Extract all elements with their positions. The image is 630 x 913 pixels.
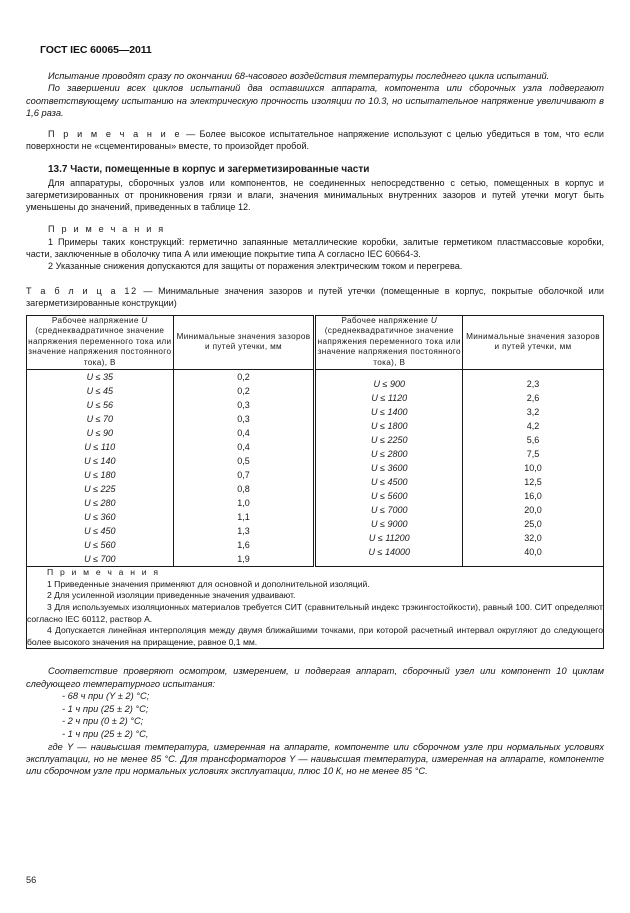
- table-cell-value: U ≤ 56: [86, 399, 114, 410]
- table-cell-value: U ≤ 110: [84, 441, 116, 452]
- table-cell-value: U ≤ 1120: [371, 392, 408, 403]
- table-cell-value: U ≤ 1800: [371, 420, 408, 431]
- table-cell-value: 12,5: [524, 476, 542, 487]
- table-cell-value: U ≤ 45: [86, 385, 114, 396]
- table-cell-value: 0,3: [237, 399, 250, 410]
- table-cell-value: U ≤ 35: [86, 371, 114, 382]
- tail-bullet-2: - 1 ч при (25 ± 2) °С;: [62, 703, 149, 714]
- section-notes: [26, 223, 604, 273]
- table-cell-value: U ≤ 360: [84, 512, 116, 523]
- table-cell-value: 3,2: [526, 406, 540, 417]
- table-cell-value: 0,8: [237, 484, 250, 494]
- section-paragraph: Для аппаратуры, сборочных узлов или компонентов, не соединенных непосредственно с сетью, помещенных в корпус и загерметизированных от проникновения грязи и влаги, значения минимальных внутренних зазоров и путей утечки могут быть уменьшены до значений, приведенных в таблице 12.: [26, 178, 604, 213]
- tail-bullet-3: - 2 ч при (0 ± 2) °С;: [62, 716, 144, 727]
- table-footnotes-row: [27, 567, 604, 649]
- table-footnote-3: 3 Для используемых изоляционных материалов требуется СИТ (сравнительный индекс трэкингостойкости), равный 100. СИТ определяют согласно IEC 60112, раствор А.: [27, 602, 603, 624]
- table-cell-value: U ≤ 3600: [371, 462, 408, 473]
- header-voltage-left-part2: (среднеквадратичное значение напряжения переменного тока или значение напряжения постоянного тока), В: [28, 326, 172, 368]
- table-head: [27, 315, 604, 369]
- table-cell-value: U ≤ 4500: [371, 476, 408, 487]
- page-number: 56: [26, 875, 37, 885]
- clearance-table: [26, 315, 604, 650]
- table-cell-value: U ≤ 90: [86, 427, 114, 438]
- table-cell-value: U ≤ 280: [84, 498, 116, 509]
- cell-values-right: [463, 369, 604, 567]
- table-caption-text: Минимальные значения зазоров и путей утечки (помещенные в корпус, покрытые оболочкой или загерметизированные конструкции): [26, 286, 605, 309]
- table-cell-value: 0,2: [237, 371, 250, 382]
- table-caption-lead: Т а б л и ц а 12: [26, 286, 138, 297]
- table-caption-dash: —: [137, 286, 159, 297]
- table-cell-value: U ≤ 7000: [371, 505, 408, 516]
- table-cell-value: 0,2: [237, 385, 250, 396]
- table-header-row: [27, 315, 604, 369]
- table-cell-value: U ≤ 1400: [371, 406, 408, 417]
- intro-note-text: Более высокое испытательное напряжение используют с целью убедиться в том, что если поверхности не «сцементированы» вместе, то произойдет пробой.: [26, 128, 604, 151]
- table-cell-value: 1,6: [237, 540, 250, 551]
- table-cell-value: 20,0: [524, 505, 542, 516]
- table-footnotes: [27, 567, 604, 649]
- header-voltage-left: [27, 315, 174, 369]
- table-cell-value: U ≤ 14000: [368, 547, 411, 558]
- running-head: ГОСТ IEC 60065—2011: [40, 44, 152, 56]
- table-cell-value: U ≤ 180: [84, 469, 116, 480]
- table-cell-value: 1,3: [237, 526, 250, 537]
- tail-section: [26, 665, 604, 777]
- cell-voltage-left: [27, 369, 174, 567]
- table-cell-value: 5,6: [526, 434, 540, 445]
- table-cell-value: U ≤ 9000: [371, 519, 408, 530]
- header-clearance-right: Минимальные значения зазоров и путей утечки, мм: [463, 315, 604, 369]
- intro-note-dash: —: [181, 128, 200, 139]
- table-cell-value: 0,5: [237, 455, 250, 466]
- section-heading-13-7: 13.7 Части, помещенные в корпус и загерметизированные части: [48, 164, 370, 176]
- table-footnotes-label: П р и м е ч а н и я: [47, 567, 161, 578]
- cell-values-left: [173, 369, 315, 567]
- table-footnote-2: 2 Для усиленной изоляции приведенные значения удваивают.: [47, 590, 296, 601]
- header-voltage-left-part1: Рабочее напряжение: [51, 315, 142, 325]
- table-cell-value: 16,0: [524, 491, 542, 502]
- table-cell-value: 0,7: [237, 469, 250, 480]
- table-cell-value: U ≤ 700: [84, 554, 116, 565]
- table-cell-value: 0,4: [237, 441, 250, 452]
- table-cell-value: 4,2: [526, 420, 540, 431]
- section-notes-label: П р и м е ч а н и я: [48, 223, 166, 234]
- table-cell-value: U ≤ 11200: [368, 533, 410, 544]
- header-voltage-right-symbol: U: [430, 315, 438, 325]
- table-cell-value: U ≤ 560: [84, 540, 116, 551]
- section-note-1: 1 Примеры таких конструкций: герметично запаянные металлические коробки, залитые герметиком пластмассовые коробки, части, заключенные в оболочку типа А или имеющие покрытие типа А согласно IEC 60664-3.: [26, 236, 604, 259]
- spacer: [26, 272, 604, 285]
- intro-note-label: П р и м е ч а н и е: [48, 128, 182, 139]
- table-cell-value: 0,4: [237, 427, 250, 438]
- table-cell-value: 2,6: [526, 392, 540, 403]
- table-cell-value: U ≤ 225: [84, 484, 116, 494]
- intro-paragraph-2: По завершении всех циклов испытаний два оставшихся аппарата, компонента или сборочных узла подвергают соответствующему испытанию на электрическую прочность изоляции по 10.3, но испытательное напряжение увеличивают в 1,6 раза.: [26, 83, 604, 119]
- intro-note: [26, 128, 604, 152]
- table-cell-value: 1,0: [237, 498, 250, 509]
- table-cell-value: U ≤ 5600: [371, 491, 408, 502]
- header-clearance-left: Минимальные значения зазоров и путей утечки, мм: [173, 315, 315, 369]
- table-cell-value: 7,5: [526, 448, 540, 459]
- header-voltage-right-part1: Рабочее напряжение: [341, 315, 431, 325]
- table-caption: [26, 285, 604, 309]
- table-cell-value: 1,9: [237, 554, 250, 565]
- tail-where-paragraph: где Y — наивысшая температура, измеренная на аппарате, компоненте или сборочном узле при нормальных условиях эксплуатации, но не менее 85 °С. Для трансформаторов Y — наивысшая температура, измеренная на аппарате, компоненте или сборочном узле при нормальных условиях эксплуатации, плюс 10 К, но не менее 85 °С.: [26, 741, 604, 777]
- table-cell-value: 25,0: [524, 519, 542, 530]
- table-cell-value: U ≤ 900: [373, 378, 406, 389]
- table-cell-value: U ≤ 140: [84, 455, 116, 466]
- header-voltage-right: [315, 315, 463, 369]
- table-body: [27, 369, 604, 649]
- table-footnote-1: 1 Приведенные значения применяют для основной и дополнительной изоляций.: [47, 578, 370, 589]
- section-note-2: 2 Указанные снижения допускаются для защиты от поражения электрическим током и перегрева.: [48, 261, 463, 272]
- cell-voltage-right: [315, 369, 463, 567]
- tail-bullet-4: - 1 ч при (25 ± 2) °С,: [62, 729, 149, 740]
- table-cell-value: 32,0: [524, 533, 542, 544]
- table-cell-value: 0,3: [237, 413, 250, 424]
- table-cell-value: 10,0: [524, 462, 542, 473]
- table-cell-value: 40,0: [524, 547, 542, 558]
- table-cell-value: U ≤ 2250: [371, 434, 408, 445]
- header-voltage-left-symbol: U: [141, 315, 148, 325]
- intro-paragraph-1: Испытание проводят сразу по окончании 68-часового воздействия температуры последнего цикла испытаний.: [48, 71, 550, 81]
- tail-paragraph: Соответствие проверяют осмотром, измерением, и подвергая аппарат, сборочный узел или компонент 10 циклам следующего температурного испытания:: [26, 666, 604, 689]
- header-voltage-right-part2: (среднеквадратичное значение напряжения переменного тока или значение напряжения постоянного тока), В: [317, 326, 461, 368]
- table-data-row: [27, 369, 604, 567]
- table-cell-value: U ≤ 70: [86, 413, 114, 424]
- table-cell-value: 2,3: [526, 378, 540, 389]
- tail-bullet-1: - 68 ч при (Y ± 2) °С;: [62, 691, 150, 702]
- spacer: [26, 120, 604, 128]
- table-cell-value: U ≤ 450: [84, 526, 116, 537]
- table-cell-value: U ≤ 2800: [371, 448, 408, 459]
- table-footnote-4: 4 Допускается линейная интерполяция между двумя ближайшими точками, при которой расчетный интервал округляют до следующего более высокого значения на приращение, равное 0,1 мм.: [27, 625, 603, 647]
- table-cell-value: 1,1: [237, 512, 250, 523]
